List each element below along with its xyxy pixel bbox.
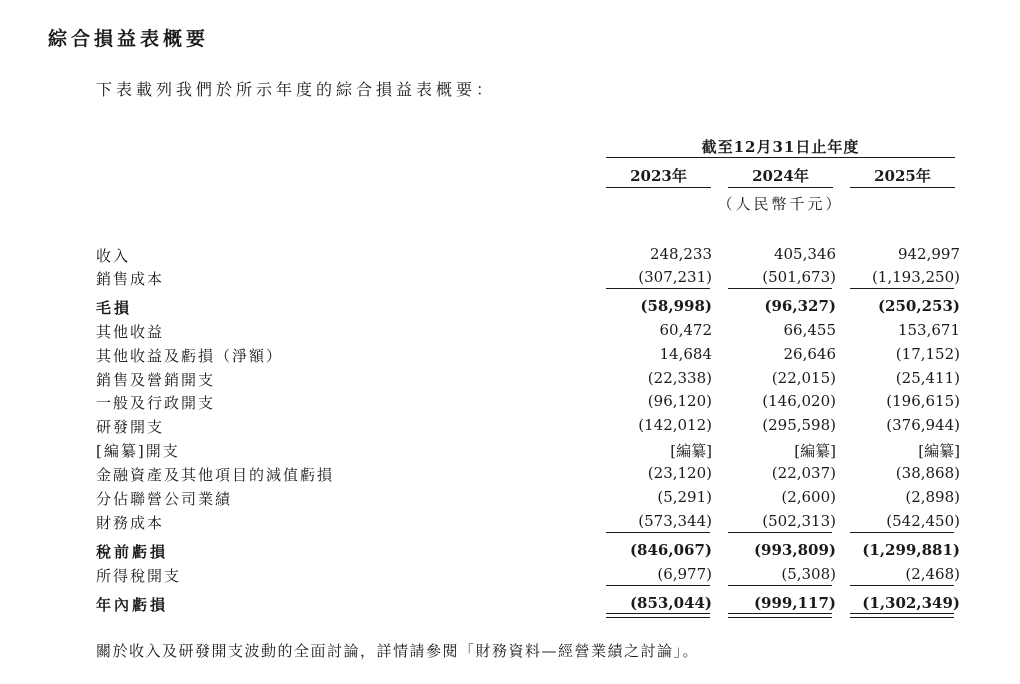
cell-value: (2,468): [905, 565, 960, 583]
cell-value: [編纂]: [794, 442, 836, 460]
table-row: [0, 565, 1020, 587]
row-label: 分佔聯營公司業績: [96, 490, 233, 508]
cell-value: 153,671: [897, 321, 960, 339]
subtotal-rule: [728, 532, 832, 533]
table-row: [0, 245, 1020, 267]
cell-value: (5,291): [657, 488, 712, 506]
cell-value: (142,012): [638, 416, 712, 434]
cell-value: 66,455: [783, 321, 836, 339]
subtotal-rule: [606, 288, 710, 289]
table-row: [0, 541, 1020, 563]
table-row: [0, 512, 1020, 534]
subtotal-rule: [850, 532, 954, 533]
cell-value: 14,684: [659, 345, 712, 363]
row-label: 銷售成本: [96, 270, 165, 288]
cell-value: (23,120): [647, 464, 712, 482]
cell-value: (196,615): [886, 392, 960, 410]
cell-value: (573,344): [638, 512, 712, 530]
section-heading: 綜合損益表概要: [48, 28, 210, 50]
cell-value: (307,231): [638, 268, 712, 286]
year-header-2025: 2025年: [874, 167, 931, 185]
cell-value: (17,152): [895, 345, 960, 363]
cell-value: (250,253): [877, 297, 960, 315]
table-row: [0, 345, 1020, 367]
cell-value: (22,338): [647, 369, 712, 387]
row-label: 研發開支: [96, 418, 165, 436]
subtotal-rule: [850, 288, 954, 289]
row-label: 所得稅開支: [96, 567, 182, 585]
cell-value: (96,327): [764, 297, 836, 315]
subtotal-rule: [606, 532, 710, 533]
cell-value: [編纂]: [670, 442, 712, 460]
cell-value: (146,020): [762, 392, 836, 410]
row-label: 毛損: [96, 299, 133, 317]
cell-value: 405,346: [773, 245, 836, 263]
cell-value: (22,015): [771, 369, 836, 387]
intro-text: 下表載列我們於所示年度的綜合損益表概要：: [96, 80, 497, 99]
cell-value: (5,308): [781, 565, 836, 583]
row-label: 財務成本: [96, 514, 165, 532]
total-double-rule: [850, 613, 954, 618]
year-rule-2024: [728, 187, 833, 188]
year-rule-2025: [850, 187, 955, 188]
cell-value: (1,299,881): [862, 541, 960, 559]
cell-value: 248,233: [649, 245, 712, 263]
cell-value: (25,411): [895, 369, 960, 387]
table-row: [0, 440, 1020, 462]
cell-value: (993,809): [753, 541, 836, 559]
cell-value: (295,598): [762, 416, 836, 434]
row-label: 年內虧損: [96, 596, 169, 614]
row-label: 收入: [96, 247, 131, 265]
period-header-rule: [606, 157, 955, 158]
cell-value: (376,944): [886, 416, 960, 434]
cell-value: (38,868): [895, 464, 960, 482]
table-row: [0, 488, 1020, 510]
cell-value: (1,302,349): [862, 594, 960, 612]
cell-value: (2,600): [781, 488, 836, 506]
cell-value: [編纂]: [918, 442, 960, 460]
year-rule-2023: [606, 187, 711, 188]
cell-value: (501,673): [762, 268, 836, 286]
cell-value: 60,472: [659, 321, 712, 339]
table-row: [0, 464, 1020, 486]
subtotal-rule: [728, 585, 832, 586]
cell-value: (1,193,250): [871, 268, 960, 286]
cell-value: (999,117): [753, 594, 836, 612]
row-label: 金融資產及其他項目的減值虧損: [96, 466, 335, 484]
period-header: 截至12月31日止年度: [701, 138, 860, 156]
table-row: [0, 392, 1020, 414]
cell-value: (22,037): [771, 464, 836, 482]
cell-value: (502,313): [762, 512, 836, 530]
year-header-2024: 2024年: [752, 167, 809, 185]
row-label: 其他收益: [96, 323, 165, 341]
row-label: [編纂]開支: [96, 442, 180, 460]
table-row: [0, 369, 1020, 391]
unit-label: （人民幣千元）: [717, 195, 844, 213]
table-row: [0, 321, 1020, 343]
subtotal-rule: [728, 288, 832, 289]
subtotal-rule: [850, 585, 954, 586]
cell-value: (2,898): [905, 488, 960, 506]
cell-value: 942,997: [897, 245, 960, 263]
row-label: 一般及行政開支: [96, 394, 216, 412]
subtotal-rule: [606, 585, 710, 586]
cell-value: (846,067): [629, 541, 712, 559]
row-label: 稅前虧損: [96, 543, 169, 561]
table-row: [0, 268, 1020, 290]
total-double-rule: [606, 613, 710, 618]
cell-value: (58,998): [640, 297, 712, 315]
cell-value: (853,044): [629, 594, 712, 612]
footnote: 關於收入及研發開支波動的全面討論，詳情請參閱「財務資料—經營業績之討論」。: [96, 642, 700, 660]
table-row: [0, 416, 1020, 438]
total-double-rule: [728, 613, 832, 618]
table-row: [0, 297, 1020, 319]
cell-value: (6,977): [657, 565, 712, 583]
year-header-2023: 2023年: [630, 167, 687, 185]
cell-value: (96,120): [647, 392, 712, 410]
row-label: 銷售及營銷開支: [96, 371, 216, 389]
cell-value: (542,450): [886, 512, 960, 530]
cell-value: 26,646: [783, 345, 836, 363]
row-label: 其他收益及虧損（淨額）: [96, 347, 284, 365]
